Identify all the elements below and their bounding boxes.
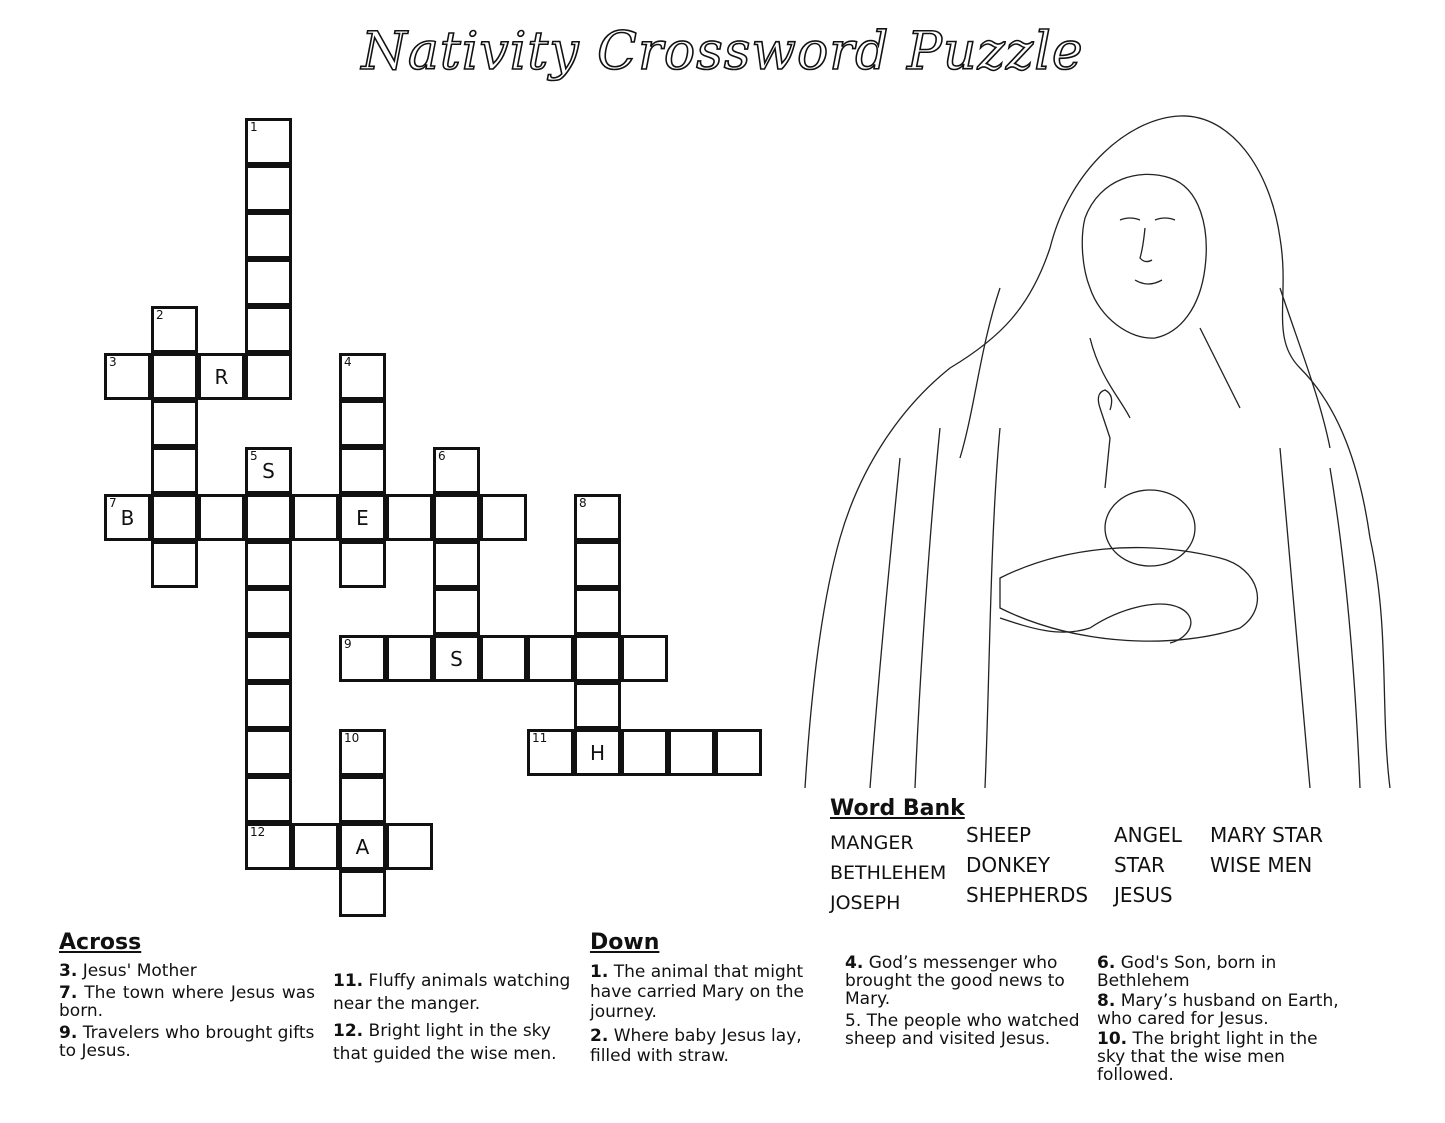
crossword-cell[interactable] bbox=[574, 729, 621, 776]
crossword-cell[interactable] bbox=[151, 353, 198, 400]
crossword-cell[interactable] bbox=[574, 682, 621, 729]
crossword-cell[interactable] bbox=[292, 494, 339, 541]
given-letter: H bbox=[589, 741, 606, 765]
crossword-cell[interactable] bbox=[245, 259, 292, 306]
given-letter: B bbox=[120, 506, 135, 530]
word-bank-title: Word Bank bbox=[830, 796, 965, 821]
crossword-cell[interactable] bbox=[151, 541, 198, 588]
crossword-cell[interactable] bbox=[245, 635, 292, 682]
word-bank-item: JESUS bbox=[1114, 883, 1173, 907]
crossword-cell[interactable] bbox=[527, 729, 574, 776]
crossword-cell[interactable] bbox=[574, 494, 621, 541]
crossword-cell[interactable] bbox=[245, 494, 292, 541]
word-bank-item: BETHLEHEM bbox=[830, 862, 947, 884]
down-clues-column-3 bbox=[1097, 954, 1347, 1088]
crossword-cell[interactable] bbox=[245, 306, 292, 353]
word-bank-item: ANGEL bbox=[1114, 823, 1182, 847]
crossword-cell[interactable] bbox=[245, 823, 292, 870]
crossword-cell[interactable] bbox=[292, 823, 339, 870]
crossword-cell[interactable] bbox=[433, 635, 480, 682]
crossword-cell[interactable] bbox=[621, 729, 668, 776]
crossword-cell[interactable] bbox=[339, 400, 386, 447]
clue-number: 2 bbox=[156, 308, 164, 322]
crossword-cell[interactable] bbox=[245, 212, 292, 259]
clue-down-2: 2. Where baby Jesus lay, filled with straw. bbox=[590, 1026, 802, 1066]
crossword-cell[interactable] bbox=[151, 400, 198, 447]
down-clues-column-1 bbox=[590, 962, 822, 1070]
crossword-grid bbox=[0, 0, 800, 930]
given-letter: R bbox=[214, 365, 229, 389]
crossword-cell[interactable] bbox=[151, 447, 198, 494]
crossword-cell[interactable] bbox=[386, 823, 433, 870]
crossword-cell[interactable] bbox=[104, 353, 151, 400]
page-title: Nativity Crossword Puzzle bbox=[361, 22, 1084, 82]
crossword-cell[interactable] bbox=[339, 823, 386, 870]
crossword-cell[interactable] bbox=[151, 494, 198, 541]
crossword-cell[interactable] bbox=[339, 353, 386, 400]
clue-across-11: 11. Fluffy animals watching near the manger. bbox=[333, 971, 571, 1014]
word-bank-item: DONKEY bbox=[966, 853, 1051, 877]
clue-down-5: 5. The people who watched sheep and visited Jesus. bbox=[845, 1011, 1080, 1049]
crossword-cell[interactable] bbox=[198, 494, 245, 541]
crossword-cell[interactable] bbox=[433, 588, 480, 635]
clue-across-9: 9. Travelers who brought gifts to Jesus. bbox=[59, 1023, 315, 1061]
word-bank-column-2 bbox=[966, 820, 1088, 910]
crossword-cell[interactable] bbox=[433, 541, 480, 588]
clue-down-10: 10. The bright light in the sky that the wise men followed. bbox=[1097, 1029, 1318, 1085]
crossword-cell[interactable] bbox=[339, 776, 386, 823]
across-clues-column-1 bbox=[59, 962, 315, 1064]
clue-number: 1 bbox=[250, 120, 258, 134]
crossword-cell[interactable] bbox=[245, 541, 292, 588]
clue-number: 10 bbox=[344, 731, 360, 745]
given-letter: E bbox=[356, 506, 369, 530]
clue-number: 3 bbox=[109, 355, 117, 369]
given-letter: S bbox=[450, 647, 463, 671]
crossword-cell[interactable] bbox=[245, 165, 292, 212]
across-heading: Across bbox=[59, 930, 142, 955]
clue-number: 5 bbox=[250, 449, 258, 463]
crossword-cell[interactable] bbox=[245, 682, 292, 729]
word-bank-item: JOSEPH bbox=[830, 892, 901, 914]
crossword-cell[interactable] bbox=[386, 494, 433, 541]
down-clues-column-2 bbox=[845, 954, 1085, 1052]
clue-down-4: 4. God’s messenger who brought the good news to Mary. bbox=[845, 953, 1065, 1009]
crossword-cell[interactable] bbox=[245, 729, 292, 776]
crossword-cell[interactable] bbox=[245, 353, 292, 400]
crossword-cell[interactable] bbox=[621, 635, 668, 682]
crossword-cell[interactable] bbox=[715, 729, 762, 776]
down-heading: Down bbox=[590, 930, 660, 955]
crossword-cell[interactable] bbox=[339, 447, 386, 494]
crossword-cell[interactable] bbox=[574, 588, 621, 635]
clue-across-3: 3. Jesus' Mother bbox=[59, 961, 197, 981]
given-letter: S bbox=[262, 459, 275, 483]
clue-number: 12 bbox=[250, 825, 266, 839]
crossword-cell[interactable] bbox=[668, 729, 715, 776]
crossword-cell[interactable] bbox=[480, 635, 527, 682]
crossword-cell[interactable] bbox=[339, 494, 386, 541]
word-bank-item: STAR bbox=[1114, 853, 1165, 877]
clue-number: 11 bbox=[532, 731, 548, 745]
crossword-cell[interactable] bbox=[433, 447, 480, 494]
mary-and-baby-illustration bbox=[800, 108, 1400, 788]
crossword-cell[interactable] bbox=[198, 353, 245, 400]
clue-down-1: 1. The animal that might have carried Mary on the journey. bbox=[590, 962, 804, 1022]
word-bank-item: MARY STAR bbox=[1210, 823, 1324, 847]
word-bank-item: SHEEP bbox=[966, 823, 1032, 847]
crossword-cell[interactable] bbox=[574, 635, 621, 682]
word-bank-column-1 bbox=[830, 828, 946, 918]
word-bank-column-3 bbox=[1114, 820, 1182, 910]
crossword-cell[interactable] bbox=[104, 494, 151, 541]
crossword-cell[interactable] bbox=[245, 588, 292, 635]
clue-down-8: 8. Mary’s husband on Earth, who cared for Jesus. bbox=[1097, 991, 1339, 1029]
clue-across-7: 7. The town where Jesus was born. bbox=[59, 983, 315, 1021]
clue-number: 8 bbox=[579, 496, 587, 510]
crossword-cell[interactable] bbox=[151, 306, 198, 353]
clue-across-12: 12. Bright light in the sky that guided the wise men. bbox=[333, 1021, 557, 1064]
crossword-cell[interactable] bbox=[245, 776, 292, 823]
crossword-cell[interactable] bbox=[386, 635, 433, 682]
word-bank-item: MANGER bbox=[830, 832, 914, 854]
crossword-cell[interactable] bbox=[339, 635, 386, 682]
across-clues-column-2 bbox=[333, 970, 583, 1070]
given-letter: A bbox=[355, 835, 370, 859]
crossword-cell[interactable] bbox=[245, 447, 292, 494]
crossword-cell[interactable] bbox=[339, 729, 386, 776]
crossword-cell[interactable] bbox=[433, 494, 480, 541]
crossword-cell[interactable] bbox=[245, 118, 292, 165]
crossword-cell[interactable] bbox=[480, 494, 527, 541]
clue-number: 4 bbox=[344, 355, 352, 369]
crossword-cell[interactable] bbox=[527, 635, 574, 682]
clue-down-6: 6. God's Son, born in Bethlehem bbox=[1097, 953, 1277, 991]
crossword-cell[interactable] bbox=[339, 870, 386, 917]
word-bank-column-4 bbox=[1210, 820, 1323, 880]
crossword-cell[interactable] bbox=[339, 541, 386, 588]
word-bank-item: SHEPHERDS bbox=[966, 883, 1089, 907]
clue-number: 9 bbox=[344, 637, 352, 651]
clue-number: 7 bbox=[109, 496, 117, 510]
crossword-cell[interactable] bbox=[574, 541, 621, 588]
clue-number: 6 bbox=[438, 449, 446, 463]
word-bank-item: WISE MEN bbox=[1210, 853, 1313, 877]
